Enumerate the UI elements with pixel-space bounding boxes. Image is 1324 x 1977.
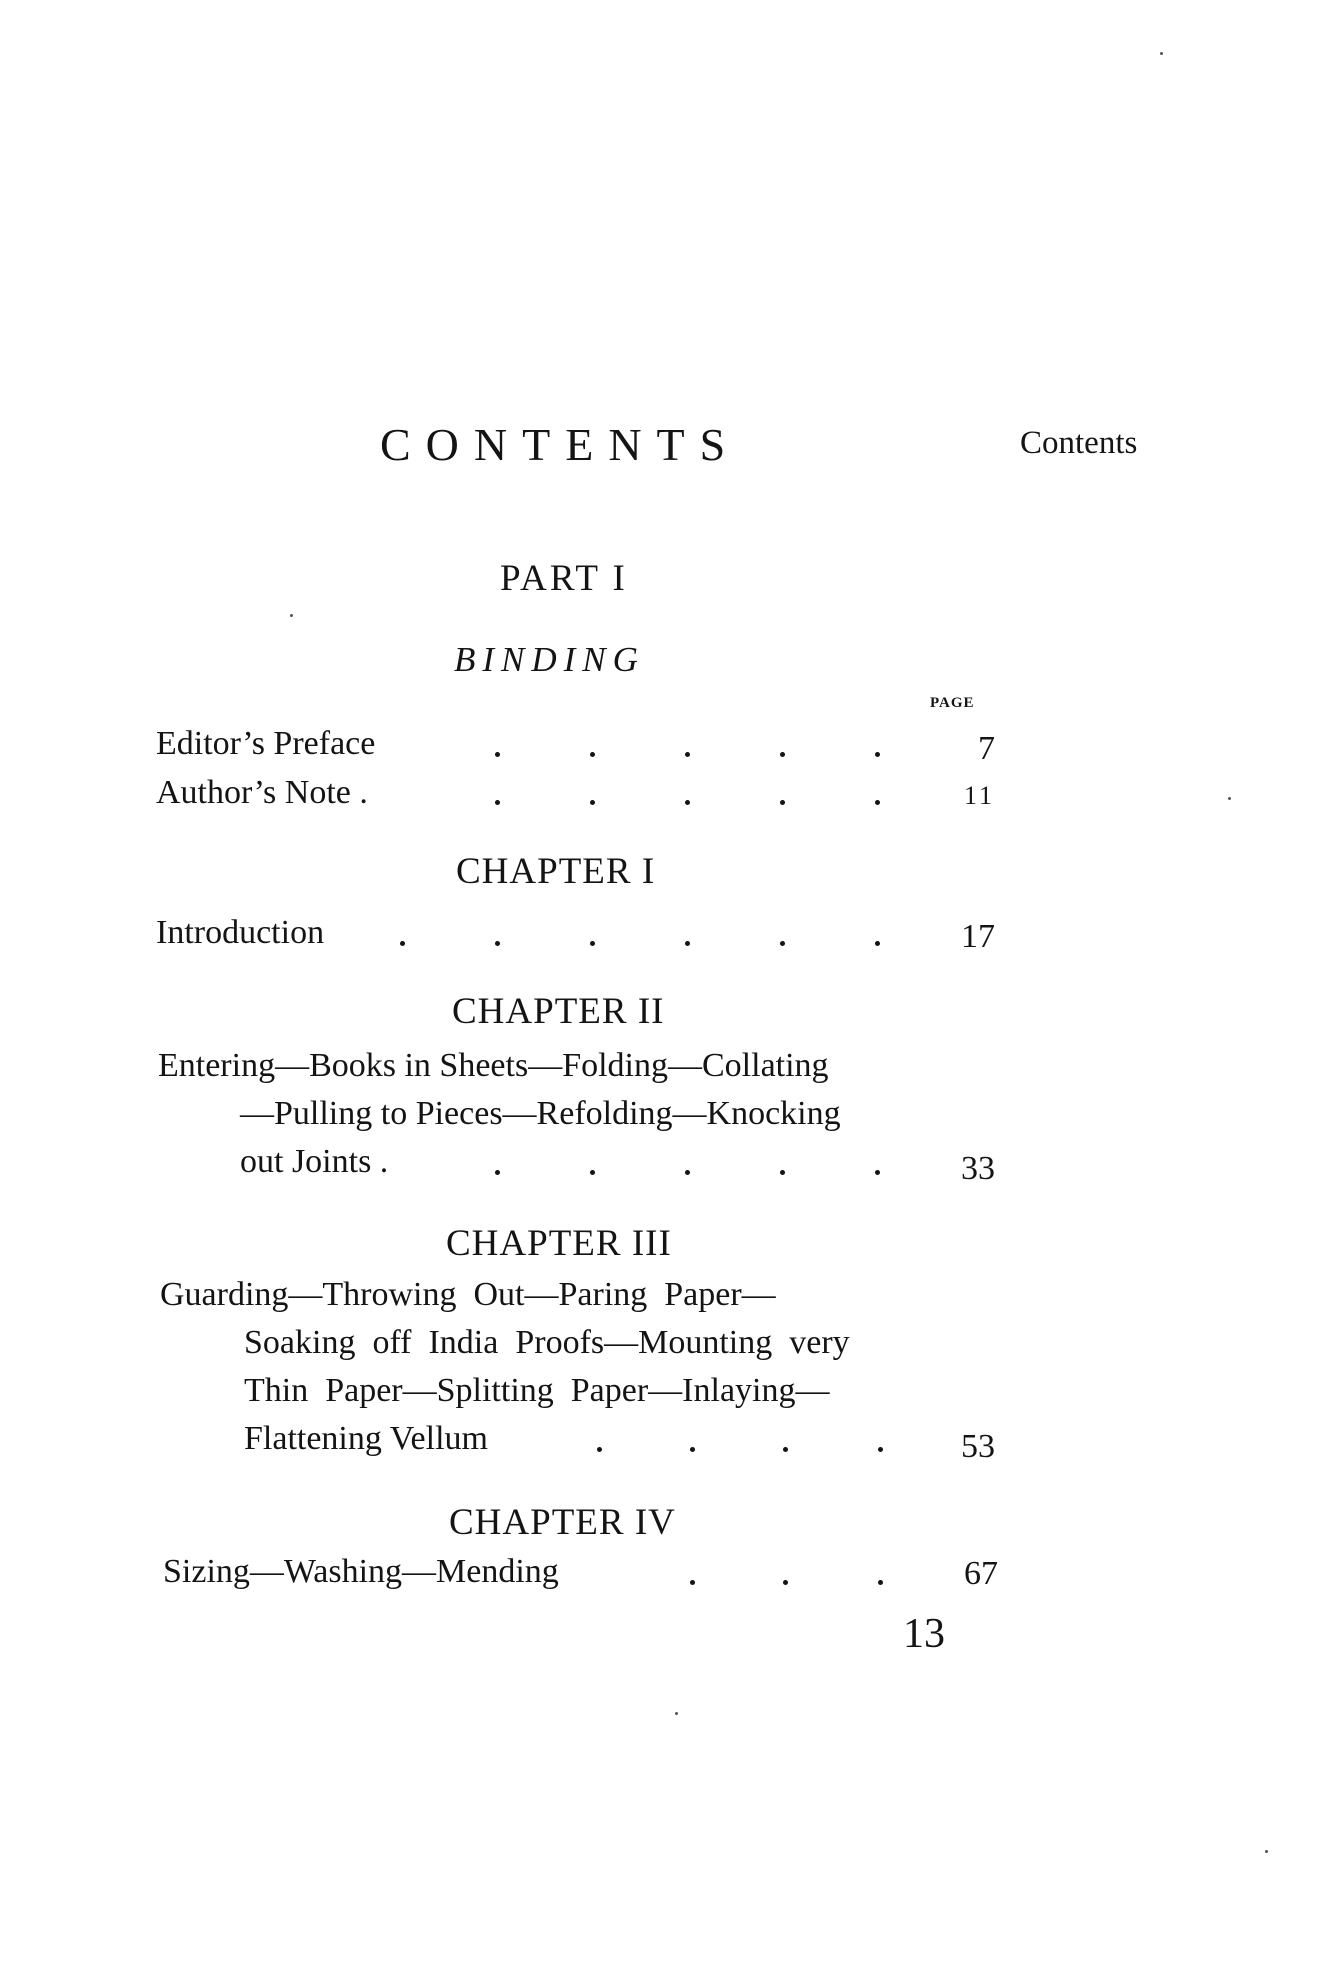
- toc-page-number: 11: [963, 781, 995, 810]
- toc-entry-line: out Joints .: [240, 1143, 389, 1180]
- toc-entry-line: Entering—Books in Sheets—Folding—Collating: [158, 1047, 829, 1084]
- page-column-label: PAGE: [930, 695, 975, 711]
- chapter-heading: CHAPTER IV: [449, 1502, 676, 1543]
- toc-page-number: 7: [978, 730, 995, 767]
- page-title: CONTENTS: [380, 419, 741, 470]
- toc-page-number: 33: [961, 1150, 995, 1187]
- toc-page-number: 17: [961, 918, 995, 955]
- toc-entry-line: Guarding—Throwing Out—Paring Paper—: [160, 1276, 776, 1313]
- toc-entry-line: Soaking off India Proofs—Mounting very: [244, 1324, 850, 1361]
- part-heading: PART I: [500, 558, 628, 599]
- chapter-heading: CHAPTER I: [456, 851, 656, 892]
- chapter-heading: CHAPTER III: [446, 1223, 672, 1264]
- running-head: Contents: [1020, 425, 1138, 461]
- toc-entry-authors-note: Author’s Note .: [156, 774, 368, 811]
- part-subject: BINDING: [454, 640, 645, 679]
- toc-entry-introduction: Introduction: [156, 914, 325, 951]
- toc-page-number: 67: [964, 1555, 998, 1592]
- toc-entry-line: Thin Paper—Splitting Paper—Inlaying—: [244, 1372, 830, 1409]
- toc-entry-line: Flattening Vellum: [244, 1420, 488, 1457]
- toc-entry-editors-preface: Editor’s Preface: [156, 725, 376, 762]
- toc-entry-sizing: Sizing—Washing—Mending: [163, 1553, 559, 1590]
- chapter-heading: CHAPTER II: [452, 991, 665, 1032]
- toc-entry-line: —Pulling to Pieces—Refolding—Knocking: [240, 1095, 841, 1132]
- toc-page-number: 53: [961, 1428, 995, 1465]
- page-folio: 13: [903, 1611, 945, 1657]
